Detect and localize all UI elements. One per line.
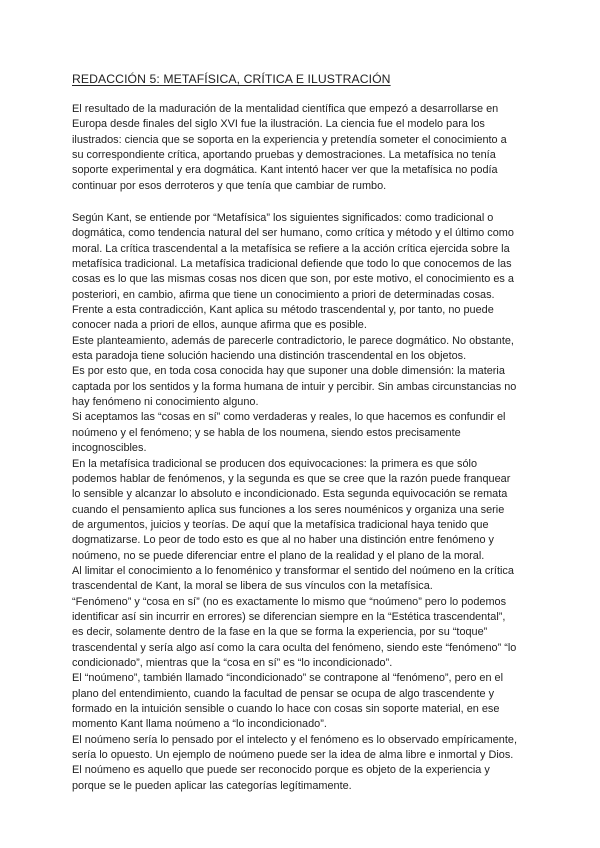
- text-line: El noúmeno sería lo pensado por el intelecto y el fenómeno es lo observado empíricamente,: [72, 733, 517, 746]
- text-line: trascendental y sería algo así como la cara oculta del fenómeno, siendo este “fenómeno” “lo: [72, 641, 517, 654]
- text-line: El noúmeno es aquello que puede ser reconocido porque es objeto de la experiencia y: [72, 764, 490, 777]
- text-line: soporte experimental y era dogmática. Kant intentó hacer ver que la metafísica no podía: [72, 164, 498, 177]
- text-line: ilustrados: ciencia que se soporta en la experiencia y pretendía someter el conocimiento a: [72, 133, 507, 146]
- text-line: momento Kant llama noúmeno a “lo incondicionado”.: [72, 718, 327, 731]
- paragraph-intro: [72, 102, 532, 194]
- text-line: Este planteamiento, además de parecerle contradictorio, le parece dogmático. No obstante,: [72, 334, 514, 347]
- text-line: su correspondiente crítica, aportando pruebas y demostraciones. La metafísica no tenía: [72, 149, 496, 162]
- paragraph-body: [72, 211, 532, 794]
- text-line: El “noúmeno”, también llamado “incondicionado” se contrapone al “fenómeno”, pero en el: [72, 672, 504, 685]
- text-line: de argumentos, juicios y teorías. De aquí que la metafísica tradicional haya tenido que: [72, 518, 489, 531]
- text-line: captada por los sentidos y la forma humana de intuir y percibir. Sin ambas circunstancias no: [72, 380, 517, 393]
- text-line: Es por esto que, en toda cosa conocida hay que suponer una doble dimensión: la materia: [72, 365, 505, 378]
- text-line: Frente a esta contradicción, Kant aplica su método trascendental y, por tanto, no puede: [72, 304, 494, 317]
- text-line: noúmeno, no se puede diferenciar entre el plano de la realidad y el plano de la moral.: [72, 549, 485, 562]
- text-line: es decir, solamente dentro de la fase en la que se forma la experiencia, por su “toque”: [72, 626, 488, 639]
- text-line: dogmatizarse. Lo peor de todo esto es que al no haber una distinción entre fenómeno y: [72, 534, 494, 547]
- text-line: Según Kant, se entiende por “Metafísica” los siguientes significados: como tradicional o: [72, 212, 494, 224]
- text-line: podemos hablar de fenómenos, y la segunda es que se cree que la razón puede franquear: [72, 472, 511, 485]
- text-line: continuar por esos derroteros y que tenía que cambiar de rumbo.: [72, 179, 387, 192]
- text-line: El resultado de la maduración de la mentalidad científica que empezó a desarrollarse en: [72, 103, 499, 115]
- text-line: identificar así sin incurrir en errores) se diferencian siempre en la “Estética trascendental”,: [72, 610, 506, 623]
- text-line: posteriori, en cambio, afirma que tiene un conocimiento a priori de determinadas cosas.: [72, 288, 495, 301]
- text-line: “Fenómeno” y “cosa en sí” (no es exactamente lo mismo que “noúmeno” pero lo podemos: [72, 595, 507, 608]
- text-line: incognoscibles.: [72, 442, 147, 455]
- text-line: trascendental de Kant, la moral se libera de sus vínculos con la metafísica.: [72, 580, 433, 593]
- text-line: plano del entendimiento, cuando la facultad de pensar se ocupa de algo trascendente y: [72, 687, 495, 700]
- text-line: dogmática, como tendencia natural del ser humano, como crítica y método y el último como: [72, 227, 514, 240]
- text-line: conocer nada a priori de ellos, aunque afirma que es posible.: [72, 319, 367, 332]
- text-line: sería lo opuesto. Un ejemplo de noúmeno puede ser la idea de alma libre e inmortal y Dios.: [72, 749, 514, 762]
- text-line: lo sensible y alcanzar lo absoluto e incondicionado. Esta segunda equivocación se remata: [72, 488, 508, 501]
- text-line: esta paradoja tiene solución haciendo una distinción trascendental en los objetos.: [72, 350, 467, 363]
- text-line: porque se le pueden aplicar las categorías legítimamente.: [72, 779, 352, 792]
- text-line: moral. La crítica trascendental a la metafísica se refiere a la acción crítica ejercida sobre la: [72, 242, 510, 255]
- text-line: noúmeno y el fenómeno; y se habla de los noumena, siendo estos precisamente: [72, 426, 461, 439]
- text-line: cosas es lo que las mismas cosas nos dicen que son, por este motivo, el conocimiento es a: [72, 273, 514, 286]
- text-line: Europa desde finales del siglo XVI fue la ilustración. La ciencia fue el modelo para los: [72, 118, 485, 131]
- text-line: Si aceptamos las “cosas en sí” como verdaderas y reales, lo que hacemos es confundir el: [72, 411, 506, 424]
- text-line: Al limitar el conocimiento a lo fenoménico y transformar el sentido del noúmeno en la crítica: [72, 564, 514, 577]
- text-line: En la metafísica tradicional se producen dos equivocaciones: la primera es que sólo: [72, 457, 477, 470]
- text-line: hay fenómeno ni conocimiento alguno.: [72, 396, 259, 409]
- text-line: formado en la intuición sensible o cuando lo hace con cosas sin soporte material, en ese: [72, 703, 500, 715]
- document-title: REDACCIÓN 5: METAFÍSICA, CRÍTICA E ILUSTRACIÓN: [72, 72, 391, 86]
- text-line: cuando el pensamiento aplica sus funciones a los seres nouménicos y organiza una serie: [72, 503, 505, 516]
- text-line: metafísica tradicional. La metafísica tradicional defiende que todo lo que conocemos de las: [72, 258, 512, 271]
- text-line: condicionado”, mientras que la “cosa en sí” es “lo incondicionado”.: [72, 656, 393, 669]
